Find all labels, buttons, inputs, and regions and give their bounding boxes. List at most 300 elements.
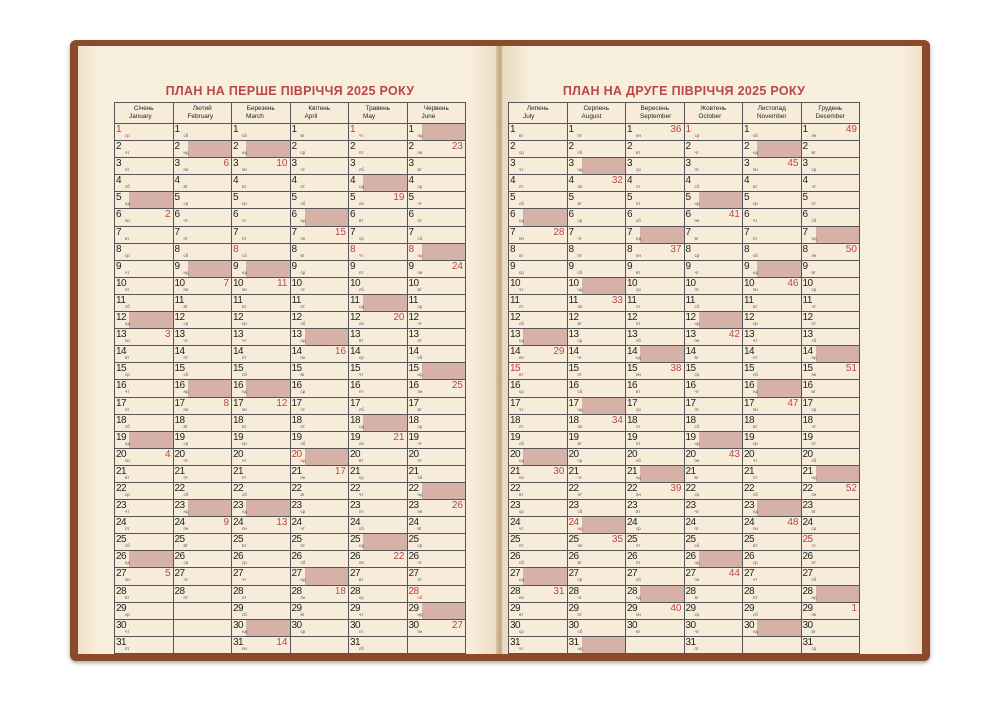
day-cell[interactable] <box>349 277 408 294</box>
day-cell[interactable] <box>509 619 568 636</box>
day-cell[interactable] <box>407 585 466 602</box>
day-cell[interactable] <box>232 277 291 294</box>
day-cell[interactable] <box>801 124 860 141</box>
day-cell[interactable] <box>407 380 466 397</box>
day-cell[interactable] <box>173 243 232 260</box>
day-cell[interactable] <box>626 534 685 551</box>
day-cell[interactable] <box>407 465 466 482</box>
day-cell[interactable] <box>684 192 743 209</box>
day-cell[interactable] <box>567 551 626 568</box>
day-cell[interactable] <box>349 124 408 141</box>
day-cell[interactable] <box>232 175 291 192</box>
day-cell[interactable] <box>801 585 860 602</box>
day-cell[interactable] <box>743 414 802 431</box>
day-cell[interactable] <box>509 517 568 534</box>
day-cell[interactable] <box>407 448 466 465</box>
day-cell[interactable] <box>801 141 860 158</box>
day-cell[interactable] <box>567 226 626 243</box>
day-cell[interactable] <box>115 141 174 158</box>
day-cell[interactable] <box>290 294 349 311</box>
day-cell[interactable] <box>626 568 685 585</box>
day-cell[interactable] <box>290 482 349 499</box>
day-cell[interactable] <box>115 363 174 380</box>
day-cell[interactable] <box>290 551 349 568</box>
day-cell[interactable] <box>290 431 349 448</box>
day-cell[interactable] <box>684 243 743 260</box>
day-cell[interactable] <box>743 158 802 175</box>
day-cell[interactable] <box>567 243 626 260</box>
day-cell[interactable] <box>115 277 174 294</box>
day-cell[interactable] <box>232 158 291 175</box>
day-cell[interactable] <box>115 500 174 517</box>
day-cell[interactable] <box>173 141 232 158</box>
day-cell[interactable] <box>801 568 860 585</box>
day-cell[interactable] <box>349 500 408 517</box>
day-cell[interactable] <box>115 158 174 175</box>
day-cell[interactable] <box>407 294 466 311</box>
day-cell[interactable] <box>232 551 291 568</box>
day-cell[interactable] <box>290 465 349 482</box>
day-cell[interactable] <box>684 500 743 517</box>
day-cell[interactable] <box>801 397 860 414</box>
day-cell[interactable] <box>407 141 466 158</box>
day-cell[interactable] <box>407 482 466 499</box>
day-cell[interactable] <box>684 551 743 568</box>
day-cell[interactable] <box>509 243 568 260</box>
day-cell[interactable] <box>115 329 174 346</box>
day-cell[interactable] <box>743 363 802 380</box>
day-cell[interactable] <box>567 431 626 448</box>
day-cell[interactable] <box>626 619 685 636</box>
day-cell[interactable] <box>509 551 568 568</box>
day-cell[interactable] <box>743 260 802 277</box>
day-cell[interactable] <box>801 465 860 482</box>
day-cell[interactable] <box>509 568 568 585</box>
day-cell[interactable] <box>407 209 466 226</box>
day-cell[interactable] <box>115 414 174 431</box>
day-cell[interactable] <box>684 141 743 158</box>
day-cell[interactable] <box>509 363 568 380</box>
day-cell[interactable] <box>743 175 802 192</box>
day-cell[interactable] <box>684 397 743 414</box>
day-cell[interactable] <box>626 346 685 363</box>
day-cell[interactable] <box>567 568 626 585</box>
day-cell[interactable] <box>743 465 802 482</box>
day-cell[interactable] <box>684 260 743 277</box>
day-cell[interactable] <box>801 294 860 311</box>
day-cell[interactable] <box>349 585 408 602</box>
day-cell[interactable] <box>567 141 626 158</box>
day-cell[interactable] <box>801 209 860 226</box>
day-cell[interactable] <box>173 363 232 380</box>
day-cell[interactable] <box>626 431 685 448</box>
day-cell[interactable] <box>407 226 466 243</box>
day-cell[interactable] <box>801 414 860 431</box>
day-cell[interactable] <box>349 517 408 534</box>
day-cell[interactable] <box>173 482 232 499</box>
day-cell[interactable] <box>407 397 466 414</box>
day-cell[interactable] <box>115 431 174 448</box>
day-cell[interactable] <box>115 260 174 277</box>
day-cell[interactable] <box>115 534 174 551</box>
day-cell[interactable] <box>290 534 349 551</box>
day-cell[interactable] <box>173 329 232 346</box>
day-cell[interactable] <box>567 619 626 636</box>
day-cell[interactable] <box>173 158 232 175</box>
day-cell[interactable] <box>684 175 743 192</box>
day-cell[interactable] <box>173 517 232 534</box>
day-cell[interactable] <box>567 175 626 192</box>
day-cell[interactable] <box>232 414 291 431</box>
day-cell[interactable] <box>173 294 232 311</box>
day-cell[interactable] <box>626 124 685 141</box>
day-cell[interactable] <box>232 124 291 141</box>
day-cell[interactable] <box>626 414 685 431</box>
day-cell[interactable] <box>232 585 291 602</box>
day-cell[interactable] <box>115 465 174 482</box>
day-cell[interactable] <box>115 636 174 653</box>
day-cell[interactable] <box>232 312 291 329</box>
day-cell[interactable] <box>232 534 291 551</box>
day-cell[interactable] <box>743 482 802 499</box>
day-cell[interactable] <box>349 482 408 499</box>
day-cell[interactable] <box>290 175 349 192</box>
day-cell[interactable] <box>567 636 626 653</box>
day-cell[interactable] <box>115 226 174 243</box>
day-cell[interactable] <box>509 277 568 294</box>
day-cell[interactable] <box>290 277 349 294</box>
day-cell[interactable] <box>684 534 743 551</box>
day-cell[interactable] <box>232 619 291 636</box>
day-cell[interactable] <box>290 585 349 602</box>
day-cell[interactable] <box>684 414 743 431</box>
day-cell[interactable] <box>407 124 466 141</box>
day-cell[interactable] <box>684 568 743 585</box>
day-cell[interactable] <box>232 329 291 346</box>
day-cell[interactable] <box>801 534 860 551</box>
day-cell[interactable] <box>290 397 349 414</box>
day-cell[interactable] <box>626 482 685 499</box>
day-cell[interactable] <box>684 636 743 653</box>
day-cell[interactable] <box>567 448 626 465</box>
day-cell[interactable] <box>743 397 802 414</box>
day-cell[interactable] <box>567 312 626 329</box>
day-cell[interactable] <box>567 534 626 551</box>
day-cell[interactable] <box>349 346 408 363</box>
day-cell[interactable] <box>115 312 174 329</box>
day-cell[interactable] <box>349 226 408 243</box>
day-cell[interactable] <box>626 517 685 534</box>
day-cell[interactable] <box>684 448 743 465</box>
day-cell[interactable] <box>349 363 408 380</box>
day-cell[interactable] <box>349 312 408 329</box>
day-cell[interactable] <box>232 294 291 311</box>
day-cell[interactable] <box>407 260 466 277</box>
day-cell[interactable] <box>173 192 232 209</box>
day-cell[interactable] <box>684 124 743 141</box>
day-cell[interactable] <box>173 380 232 397</box>
day-cell[interactable] <box>349 209 408 226</box>
day-cell[interactable] <box>743 124 802 141</box>
day-cell[interactable] <box>173 209 232 226</box>
day-cell[interactable] <box>407 431 466 448</box>
day-cell[interactable] <box>173 414 232 431</box>
day-cell[interactable] <box>509 431 568 448</box>
day-cell[interactable] <box>567 397 626 414</box>
day-cell[interactable] <box>349 619 408 636</box>
day-cell[interactable] <box>801 602 860 619</box>
day-cell[interactable] <box>743 209 802 226</box>
day-cell[interactable] <box>801 312 860 329</box>
day-cell[interactable] <box>626 141 685 158</box>
day-cell[interactable] <box>626 175 685 192</box>
day-cell[interactable] <box>509 585 568 602</box>
day-cell[interactable] <box>290 124 349 141</box>
day-cell[interactable] <box>567 294 626 311</box>
day-cell[interactable] <box>115 448 174 465</box>
day-cell[interactable] <box>290 260 349 277</box>
day-cell[interactable] <box>115 602 174 619</box>
day-cell[interactable] <box>290 517 349 534</box>
day-cell[interactable] <box>509 158 568 175</box>
day-cell[interactable] <box>232 260 291 277</box>
day-cell[interactable] <box>115 243 174 260</box>
day-cell[interactable] <box>801 158 860 175</box>
day-cell[interactable] <box>173 431 232 448</box>
day-cell[interactable] <box>567 585 626 602</box>
day-cell[interactable] <box>743 192 802 209</box>
day-cell[interactable] <box>509 448 568 465</box>
day-cell[interactable] <box>626 448 685 465</box>
day-cell[interactable] <box>290 158 349 175</box>
day-cell[interactable] <box>684 312 743 329</box>
day-cell[interactable] <box>743 380 802 397</box>
day-cell[interactable] <box>801 636 860 653</box>
day-cell[interactable] <box>115 294 174 311</box>
day-cell[interactable] <box>684 226 743 243</box>
day-cell[interactable] <box>509 192 568 209</box>
day-cell[interactable] <box>407 414 466 431</box>
day-cell[interactable] <box>743 277 802 294</box>
day-cell[interactable] <box>115 380 174 397</box>
day-cell[interactable] <box>801 431 860 448</box>
day-cell[interactable] <box>626 277 685 294</box>
day-cell[interactable] <box>684 277 743 294</box>
day-cell[interactable] <box>349 380 408 397</box>
day-cell[interactable] <box>743 517 802 534</box>
day-cell[interactable] <box>801 619 860 636</box>
day-cell[interactable] <box>349 192 408 209</box>
day-cell[interactable] <box>290 141 349 158</box>
day-cell[interactable] <box>743 500 802 517</box>
day-cell[interactable] <box>743 619 802 636</box>
day-cell[interactable] <box>349 465 408 482</box>
day-cell[interactable] <box>115 551 174 568</box>
day-cell[interactable] <box>290 448 349 465</box>
day-cell[interactable] <box>349 329 408 346</box>
day-cell[interactable] <box>407 551 466 568</box>
day-cell[interactable] <box>684 346 743 363</box>
day-cell[interactable] <box>743 226 802 243</box>
day-cell[interactable] <box>801 551 860 568</box>
day-cell[interactable] <box>626 312 685 329</box>
day-cell[interactable] <box>349 602 408 619</box>
day-cell[interactable] <box>232 226 291 243</box>
day-cell[interactable] <box>684 585 743 602</box>
day-cell[interactable] <box>407 329 466 346</box>
day-cell[interactable] <box>407 243 466 260</box>
day-cell[interactable] <box>801 346 860 363</box>
day-cell[interactable] <box>115 209 174 226</box>
day-cell[interactable] <box>801 192 860 209</box>
day-cell[interactable] <box>743 534 802 551</box>
day-cell[interactable] <box>290 243 349 260</box>
day-cell[interactable] <box>684 619 743 636</box>
day-cell[interactable] <box>743 602 802 619</box>
day-cell[interactable] <box>509 294 568 311</box>
day-cell[interactable] <box>407 346 466 363</box>
day-cell[interactable] <box>349 636 408 653</box>
day-cell[interactable] <box>743 551 802 568</box>
day-cell[interactable] <box>232 482 291 499</box>
day-cell[interactable] <box>684 380 743 397</box>
day-cell[interactable] <box>743 346 802 363</box>
day-cell[interactable] <box>743 294 802 311</box>
day-cell[interactable] <box>349 431 408 448</box>
day-cell[interactable] <box>509 260 568 277</box>
day-cell[interactable] <box>626 585 685 602</box>
day-cell[interactable] <box>567 380 626 397</box>
day-cell[interactable] <box>626 260 685 277</box>
day-cell[interactable] <box>567 158 626 175</box>
day-cell[interactable] <box>743 329 802 346</box>
day-cell[interactable] <box>743 243 802 260</box>
day-cell[interactable] <box>232 141 291 158</box>
day-cell[interactable] <box>801 226 860 243</box>
day-cell[interactable] <box>567 482 626 499</box>
day-cell[interactable] <box>801 448 860 465</box>
day-cell[interactable] <box>684 431 743 448</box>
day-cell[interactable] <box>115 124 174 141</box>
day-cell[interactable] <box>626 551 685 568</box>
day-cell[interactable] <box>801 243 860 260</box>
day-cell[interactable] <box>232 500 291 517</box>
day-cell[interactable] <box>743 141 802 158</box>
day-cell[interactable] <box>626 192 685 209</box>
day-cell[interactable] <box>509 482 568 499</box>
day-cell[interactable] <box>407 500 466 517</box>
day-cell[interactable] <box>626 397 685 414</box>
day-cell[interactable] <box>407 619 466 636</box>
day-cell[interactable] <box>173 534 232 551</box>
day-cell[interactable] <box>509 329 568 346</box>
day-cell[interactable] <box>684 482 743 499</box>
day-cell[interactable] <box>290 329 349 346</box>
day-cell[interactable] <box>115 585 174 602</box>
day-cell[interactable] <box>626 209 685 226</box>
day-cell[interactable] <box>407 602 466 619</box>
day-cell[interactable] <box>626 226 685 243</box>
day-cell[interactable] <box>626 500 685 517</box>
day-cell[interactable] <box>567 124 626 141</box>
day-cell[interactable] <box>509 209 568 226</box>
day-cell[interactable] <box>684 329 743 346</box>
day-cell[interactable] <box>801 329 860 346</box>
day-cell[interactable] <box>232 192 291 209</box>
day-cell[interactable] <box>349 568 408 585</box>
day-cell[interactable] <box>173 465 232 482</box>
day-cell[interactable] <box>626 158 685 175</box>
day-cell[interactable] <box>407 568 466 585</box>
day-cell[interactable] <box>290 568 349 585</box>
day-cell[interactable] <box>349 243 408 260</box>
day-cell[interactable] <box>743 448 802 465</box>
day-cell[interactable] <box>290 380 349 397</box>
day-cell[interactable] <box>290 346 349 363</box>
day-cell[interactable] <box>407 277 466 294</box>
day-cell[interactable] <box>349 294 408 311</box>
day-cell[interactable] <box>684 517 743 534</box>
day-cell[interactable] <box>115 482 174 499</box>
day-cell[interactable] <box>232 636 291 653</box>
day-cell[interactable] <box>509 124 568 141</box>
day-cell[interactable] <box>407 312 466 329</box>
day-cell[interactable] <box>290 500 349 517</box>
day-cell[interactable] <box>567 465 626 482</box>
day-cell[interactable] <box>626 602 685 619</box>
day-cell[interactable] <box>115 346 174 363</box>
day-cell[interactable] <box>232 602 291 619</box>
day-cell[interactable] <box>684 363 743 380</box>
day-cell[interactable] <box>684 158 743 175</box>
day-cell[interactable] <box>626 380 685 397</box>
day-cell[interactable] <box>567 363 626 380</box>
day-cell[interactable] <box>684 294 743 311</box>
day-cell[interactable] <box>407 158 466 175</box>
day-cell[interactable] <box>232 380 291 397</box>
day-cell[interactable] <box>801 380 860 397</box>
day-cell[interactable] <box>509 636 568 653</box>
day-cell[interactable] <box>684 465 743 482</box>
day-cell[interactable] <box>801 363 860 380</box>
day-cell[interactable] <box>567 517 626 534</box>
day-cell[interactable] <box>173 226 232 243</box>
day-cell[interactable] <box>509 380 568 397</box>
day-cell[interactable] <box>349 158 408 175</box>
day-cell[interactable] <box>232 397 291 414</box>
day-cell[interactable] <box>567 277 626 294</box>
day-cell[interactable] <box>567 209 626 226</box>
day-cell[interactable] <box>115 397 174 414</box>
day-cell[interactable] <box>290 363 349 380</box>
day-cell[interactable] <box>801 482 860 499</box>
day-cell[interactable] <box>232 346 291 363</box>
day-cell[interactable] <box>173 124 232 141</box>
day-cell[interactable] <box>115 568 174 585</box>
day-cell[interactable] <box>290 414 349 431</box>
day-cell[interactable] <box>232 448 291 465</box>
day-cell[interactable] <box>290 209 349 226</box>
day-cell[interactable] <box>567 329 626 346</box>
day-cell[interactable] <box>173 346 232 363</box>
day-cell[interactable] <box>509 465 568 482</box>
day-cell[interactable] <box>407 175 466 192</box>
day-cell[interactable] <box>509 602 568 619</box>
day-cell[interactable] <box>684 209 743 226</box>
day-cell[interactable] <box>407 517 466 534</box>
day-cell[interactable] <box>173 551 232 568</box>
day-cell[interactable] <box>349 551 408 568</box>
